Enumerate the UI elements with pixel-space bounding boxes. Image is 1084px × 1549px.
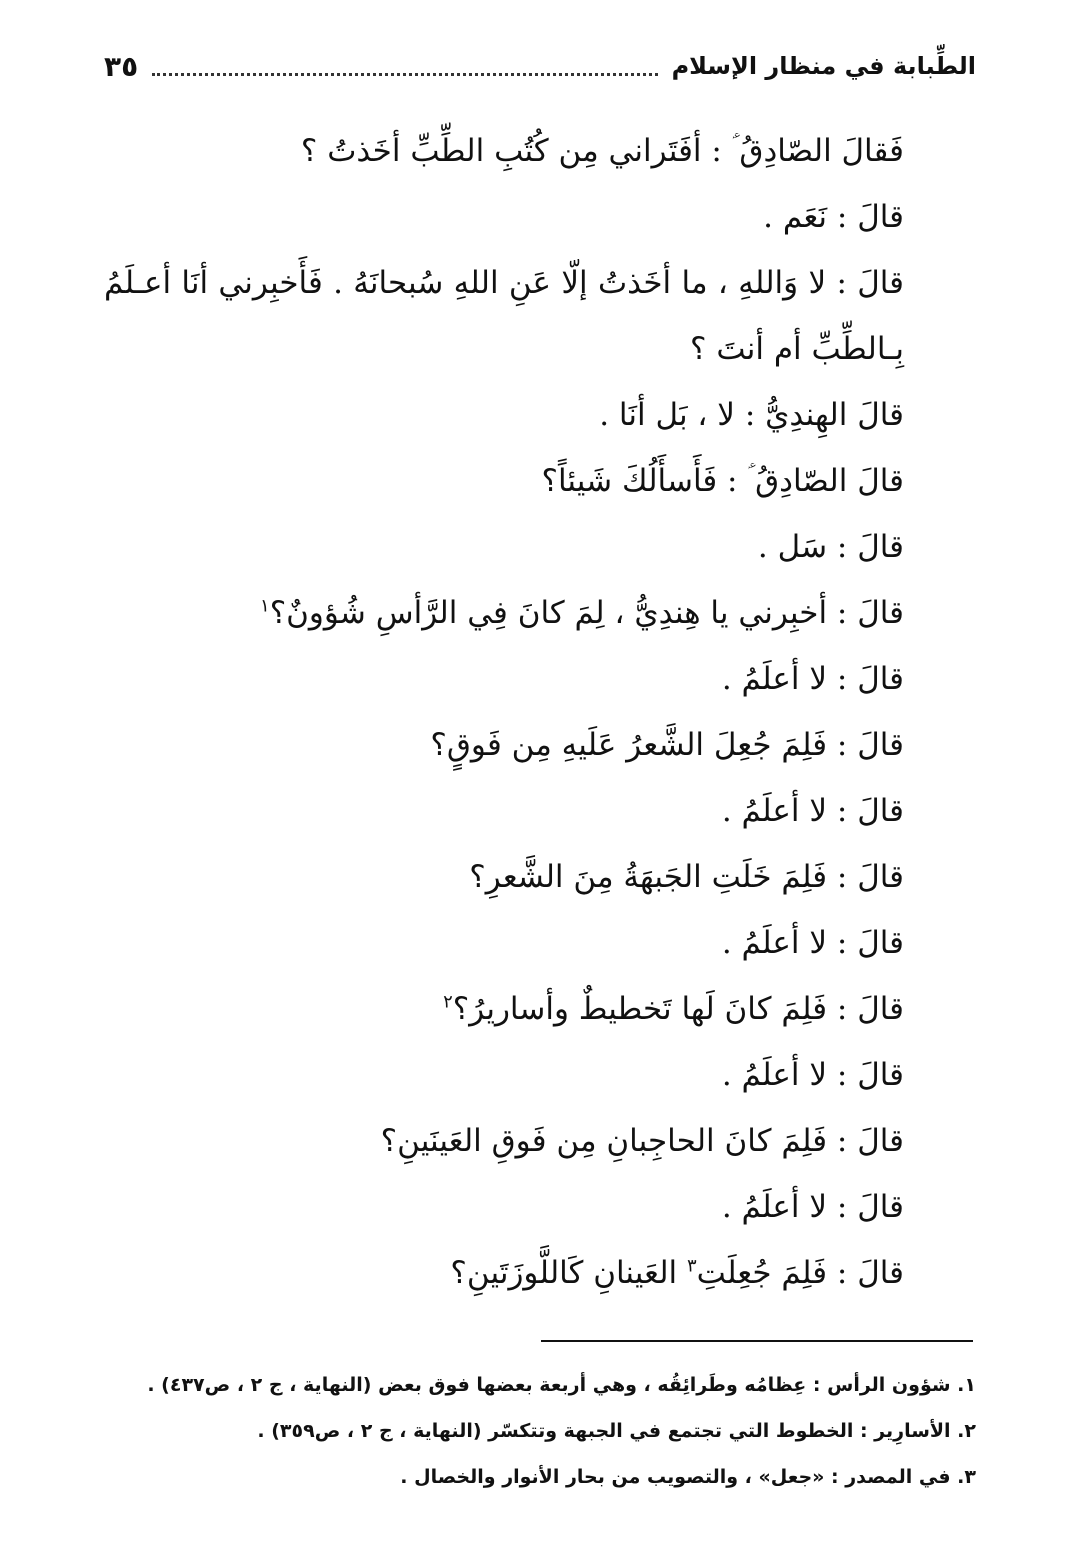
footnote-ref: ٣ bbox=[687, 1255, 697, 1277]
dialogue-line bbox=[104, 976, 904, 1042]
dialogue-text: قالَ : أخبِرني يا هِندِيُّ ، لِمَ كانَ فِي الرَّأسِ شُؤونٌ؟ bbox=[269, 595, 904, 631]
dialogue-text: قالَ : فَلِمَ كانَ لَها تَخطيطٌ وأساريرُ؟ bbox=[452, 991, 904, 1027]
footnotes bbox=[104, 1362, 976, 1500]
dialogue-line: قالَ : لا أعلَمُ . bbox=[721, 661, 904, 697]
footnote-ref: ١ bbox=[260, 595, 270, 617]
footnote: ٢. الأسارِير : الخطوط التي تجتمع في الجبهة وتتكسّر (النهاية ، ج ٢ ، ص٣٥٩) . bbox=[257, 1420, 976, 1442]
dialogue-paragraph: قالَ : لا وَاللهِ ، ما أخَذتُ إلّا عَنِ اللهِ سُبحانَهُ . فَأَخبِرني أنَا أعـلَمُ بِـالطِّبِّ أم أنتَ ؟ bbox=[104, 265, 904, 367]
dialogue-line: قالَ : لا أعلَمُ . bbox=[721, 1057, 904, 1093]
dialogue-text: قالَ : فَلِمَ جُعِلَتِ bbox=[696, 1255, 904, 1291]
dialogue-line: قالَ الصّادِقُ ؑ : فَأَسأَلُكَ شَيئاً؟ bbox=[541, 463, 904, 499]
footnote: ١. شؤون الرأس : عِظامُه وطَرائِقُه ، وهي أربعة بعضها فوق بعض (النهاية ، ج ٢ ، ص٤٣٧) . bbox=[147, 1374, 976, 1396]
footnote: ٣. في المصدر : «جعل» ، والتصويب من بحار الأنوار والخصال . bbox=[400, 1466, 976, 1488]
dialogue-line: قالَ : فَلِمَ جُعِلَ الشَّعرُ عَلَيهِ مِن فَوقٍ؟ bbox=[430, 727, 904, 763]
dialogue-line: فَقالَ الصّادِقُ ؑ : أفَتَراني مِن كُتُبِ الطِّبِّ أخَذتُ ؟ bbox=[300, 133, 904, 169]
dialogue-line: قالَ : سَل . bbox=[757, 529, 904, 565]
header-leader-dots bbox=[152, 73, 657, 76]
dialogue-line: قالَ : لا أعلَمُ . bbox=[721, 1189, 904, 1225]
dialogue-line: قالَ : فَلِمَ خَلَتِ الجَبهَةُ مِنَ الشَّعرِ؟ bbox=[469, 859, 904, 895]
running-title: الطِّبابة في منظار الإسلام bbox=[671, 52, 976, 80]
dialogue-line: قالَ : فَلِمَ كانَ الحاجِبانِ مِن فَوقِ العَينَينِ؟ bbox=[380, 1123, 904, 1159]
footnote-ref: ٢ bbox=[443, 991, 453, 1013]
dialogue-line: قالَ : لا أعلَمُ . bbox=[721, 925, 904, 961]
dialogue-line bbox=[104, 1240, 904, 1306]
footnote-separator bbox=[541, 1340, 973, 1342]
running-header bbox=[104, 40, 976, 92]
dialogue-line bbox=[104, 580, 904, 646]
dialogue-text: العَينانِ كَاللَّوزَتَينِ؟ bbox=[450, 1255, 678, 1291]
body-text bbox=[104, 118, 904, 1306]
dialogue-line: قالَ : نَعَم . bbox=[763, 199, 904, 235]
dialogue-line: قالَ : لا أعلَمُ . bbox=[721, 793, 904, 829]
page-number: ٣٥ bbox=[104, 49, 139, 83]
dialogue-line: قالَ الهِندِيُّ : لا ، بَل أنَا . bbox=[599, 397, 904, 433]
